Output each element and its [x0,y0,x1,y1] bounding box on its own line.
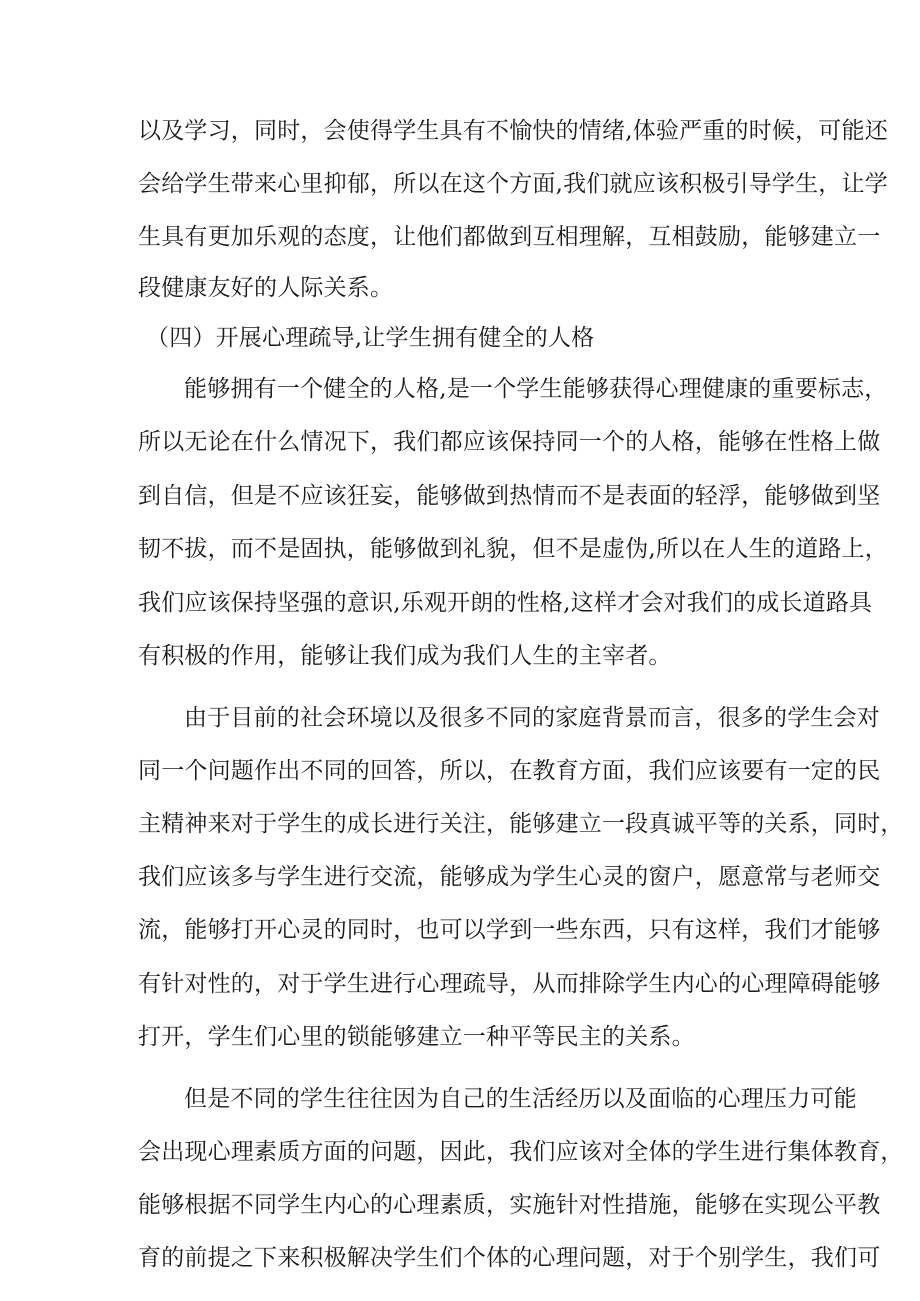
paragraph-2-line-1: 能够拥有一个健全的人格,是一个学生能够获得心理健康的重要标志， [184,376,888,402]
paragraph-1-line-1: 以及学习，同时，会使得学生具有不愉快的情绪,体验严重的时候，可能还 [138,118,888,144]
paragraph-2-line-5: 我们应该保持坚强的意识,乐观开朗的性格,这样才会对我们的成长道路具 [138,590,873,616]
paragraph-2-line-3: 到自信，但是不应该狂妄，能够做到热情而不是表面的轻浮，能够做到坚 [138,483,881,509]
paragraph-2-line-2: 所以无论在什么情况下，我们都应该保持同一个的人格，能够在性格上做 [138,429,881,455]
paragraph-3-line-7: 打开，学生们心里的锁能够建立一种平等民主的关系。 [138,1024,695,1050]
paragraph-4-line-3: 能够根据不同学生内心的心理素质，实施针对性措施，能够在实现公平教 [138,1192,881,1218]
paragraph-4-line-1: 但是不同的学生往往因为自己的生活经历以及面临的心理压力可能 [184,1086,857,1112]
paragraph-2-line-6: 有积极的作用，能够让我们成为我们人生的主宰者。 [138,643,672,669]
paragraph-3-line-4: 我们应该多与学生进行交流，能够成为学生心灵的窗户，愿意常与老师交 [138,864,881,890]
paragraph-3-line-2: 同一个问题作出不同的回答，所以，在教育方面，我们应该要有一定的民 [138,758,881,784]
paragraph-2-line-4: 韧不拔，而不是固执，能够做到礼貌，但不是虚伪,所以在人生的道路上， [138,536,888,562]
paragraph-1-line-4: 段健康友好的人际关系。 [138,275,394,301]
paragraph-3-line-5: 流，能够打开心灵的同时，也可以学到一些东西，只有这样，我们才能够 [138,917,881,943]
paragraph-3-line-3: 主精神来对于学生的成长进行关注，能够建立一段真诚平等的关系，同时， [138,811,904,837]
paragraph-3-line-1: 由于目前的社会环境以及很多不同的家庭背景而言，很多的学生会对 [184,705,880,731]
paragraph-4-line-4: 育的前提之下来积极解决学生们个体的心理问题，对于个别学生，我们可 [138,1245,881,1271]
paragraph-1-line-2: 会给学生带来心里抑郁，所以在这个方面,我们就应该积极引导学生，让学 [138,171,888,197]
paragraph-3-line-6: 有针对性的，对于学生进行心理疏导，从而排除学生内心的心理障碍能够 [138,971,881,997]
paragraph-4-line-2: 会出现心理素质方面的问题，因此，我们应该对全体的学生进行集体教育， [138,1139,904,1165]
section-heading: （四）开展心理疏导,让学生拥有健全的人格 [146,325,595,351]
paragraph-1-line-3: 生具有更加乐观的态度，让他们都做到互相理解，互相鼓励，能够建立一 [138,224,881,250]
